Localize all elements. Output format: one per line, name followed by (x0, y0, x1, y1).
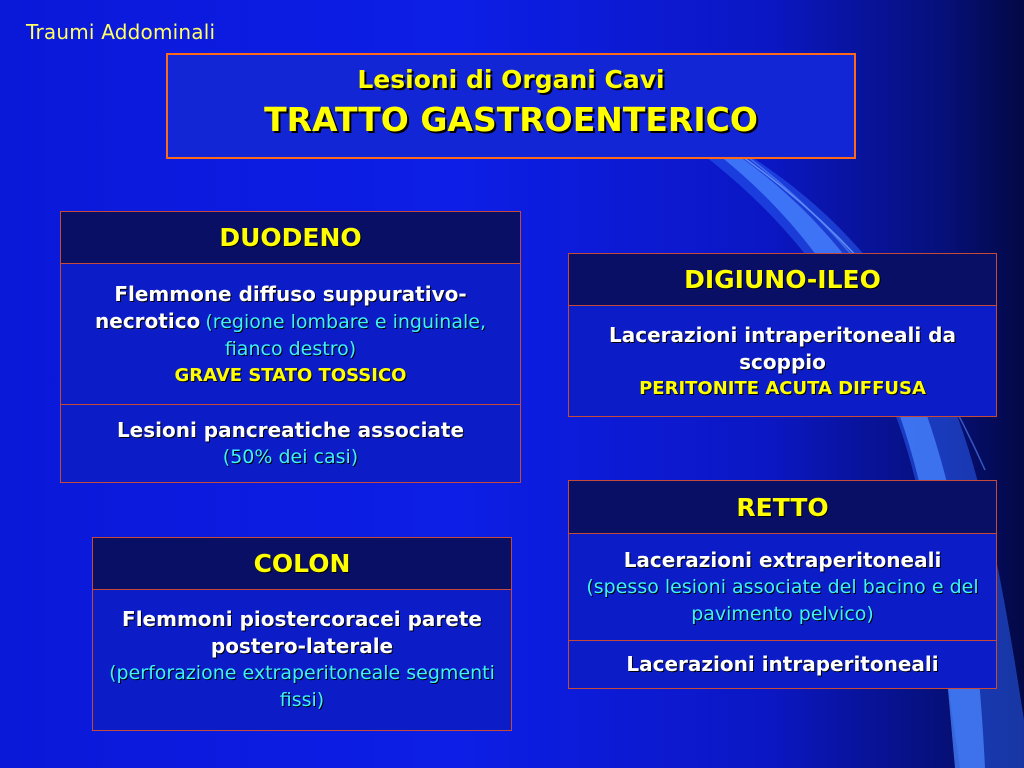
duodeno-block1-alert: GRAVE STATO TOSSICO (174, 364, 407, 386)
digiuno-ileo-panel (568, 253, 997, 417)
duodeno-block1-note: (regione lombare e inguinale, fianco destro) (205, 310, 486, 360)
duodeno-panel (60, 211, 521, 483)
title-box (166, 53, 856, 159)
digiuno-ileo-text: Lacerazioni intraperitoneali da scoppio (608, 322, 956, 374)
title-line1: Lesioni di Organi Cavi (357, 65, 665, 94)
retto-heading: RETTO (569, 481, 996, 534)
retto-block1-text: Lacerazioni extraperitoneali (623, 547, 942, 572)
digiuno-ileo-body (569, 306, 996, 416)
retto-block2-text: Lacerazioni intraperitoneali (626, 652, 939, 676)
colon-heading: COLON (93, 538, 511, 590)
colon-body (93, 590, 511, 730)
retto-block1-note: (spesso lesioni associate del bacino e del pavimento pelvico) (586, 575, 979, 625)
duodeno-block-2 (61, 405, 520, 482)
retto-block-1 (569, 534, 996, 641)
title-line2: TRATTO GASTROENTERICO (264, 100, 758, 139)
retto-panel (568, 480, 997, 689)
duodeno-heading: DUODENO (61, 212, 520, 264)
duodeno-block2-note: (50% dei casi) (222, 445, 359, 468)
retto-block-2 (569, 641, 996, 688)
colon-note: (perforazione extraperitoneale segmenti fissi) (109, 662, 495, 711)
colon-text: Flemmoni piostercoracei parete postero-laterale (122, 607, 482, 658)
duodeno-block-1 (61, 264, 520, 405)
duodeno-block2-text: Lesioni pancreatiche associate (116, 417, 465, 442)
header-label: Traumi Addominali (26, 20, 216, 44)
duodeno-block1-text: Flemmone diffuso suppurativo-necrotico (95, 281, 467, 333)
colon-panel (92, 537, 512, 731)
digiuno-ileo-heading: DIGIUNO-ILEO (569, 254, 996, 306)
digiuno-ileo-alert: PERITONITE ACUTA DIFFUSA (639, 377, 926, 399)
